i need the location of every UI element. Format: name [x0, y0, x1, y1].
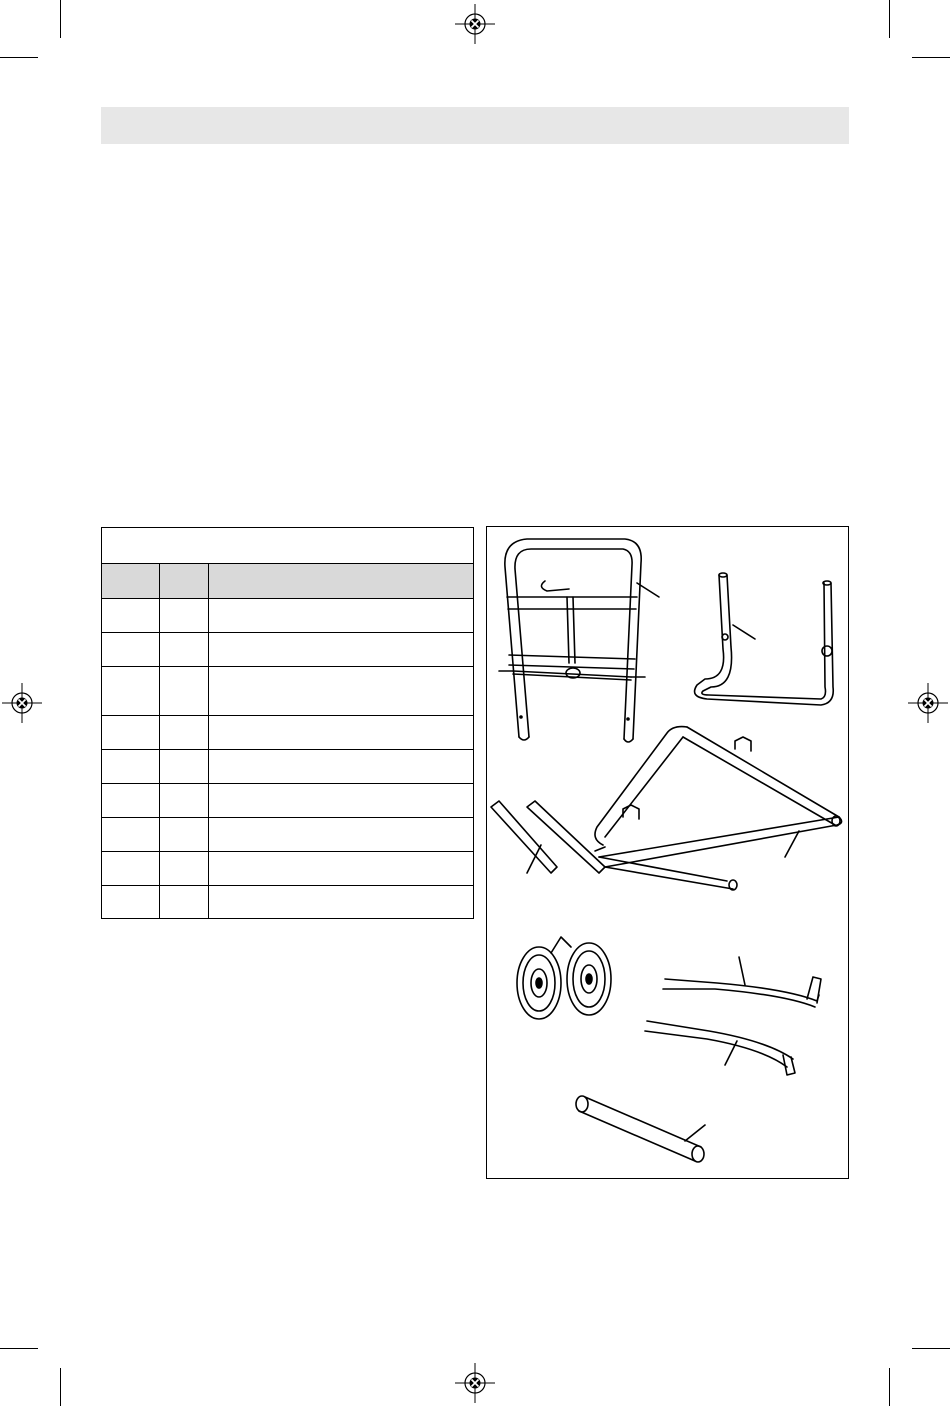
table-cell — [102, 818, 160, 851]
registration-mark-icon — [2, 683, 42, 723]
support-bars-icon — [491, 801, 605, 873]
table-cell — [160, 599, 209, 632]
wheel-brackets-icon — [645, 957, 821, 1075]
column-header — [209, 564, 473, 598]
table-cell — [160, 818, 209, 851]
parts-illustration — [486, 526, 849, 1179]
u-leg-icon — [695, 573, 834, 705]
wheels-icon — [517, 937, 611, 1019]
table-cell — [102, 750, 160, 783]
table-cell — [209, 784, 473, 817]
table-cell — [209, 852, 473, 885]
table-row — [102, 750, 473, 784]
crop-mark — [0, 57, 38, 58]
axle-tube-icon — [576, 1096, 705, 1162]
registration-mark-icon — [908, 683, 948, 723]
crop-mark — [889, 1368, 890, 1406]
table-cell — [160, 633, 209, 666]
crop-mark — [889, 0, 890, 38]
table-cell — [102, 716, 160, 749]
table-cell — [209, 750, 473, 783]
table-row — [102, 667, 473, 716]
registration-mark-icon — [455, 1363, 495, 1403]
section-header-band — [101, 107, 849, 144]
table-cell — [160, 852, 209, 885]
table-row — [102, 716, 473, 750]
table-row — [102, 886, 473, 918]
crop-mark — [60, 0, 61, 38]
table-caption — [102, 528, 473, 564]
table-cell — [160, 886, 209, 918]
table-cell — [209, 633, 473, 666]
table-cell — [160, 750, 209, 783]
table-cell — [102, 852, 160, 885]
table-cell — [160, 784, 209, 817]
table-cell — [209, 599, 473, 632]
column-header — [160, 564, 209, 598]
table-cell — [209, 716, 473, 749]
table-cell — [160, 716, 209, 749]
table-row — [102, 852, 473, 886]
table-header-row — [102, 564, 473, 599]
table-cell — [102, 667, 160, 715]
table-cell — [160, 667, 209, 715]
table-cell — [102, 784, 160, 817]
parts-table — [101, 527, 474, 919]
table-row — [102, 818, 473, 852]
table-row — [102, 784, 473, 818]
rectangular-frame-icon — [595, 727, 842, 890]
table-cell — [102, 633, 160, 666]
crop-mark — [60, 1368, 61, 1406]
handle-frame-icon — [499, 539, 659, 742]
table-cell — [209, 667, 473, 715]
crop-mark — [0, 1348, 38, 1349]
table-cell — [102, 599, 160, 632]
table-row — [102, 633, 473, 667]
crop-mark — [912, 57, 950, 58]
table-cell — [209, 818, 473, 851]
crop-mark — [912, 1348, 950, 1349]
registration-mark-icon — [455, 4, 495, 44]
table-row — [102, 599, 473, 633]
table-cell — [209, 886, 473, 918]
column-header — [102, 564, 160, 598]
table-cell — [102, 886, 160, 918]
